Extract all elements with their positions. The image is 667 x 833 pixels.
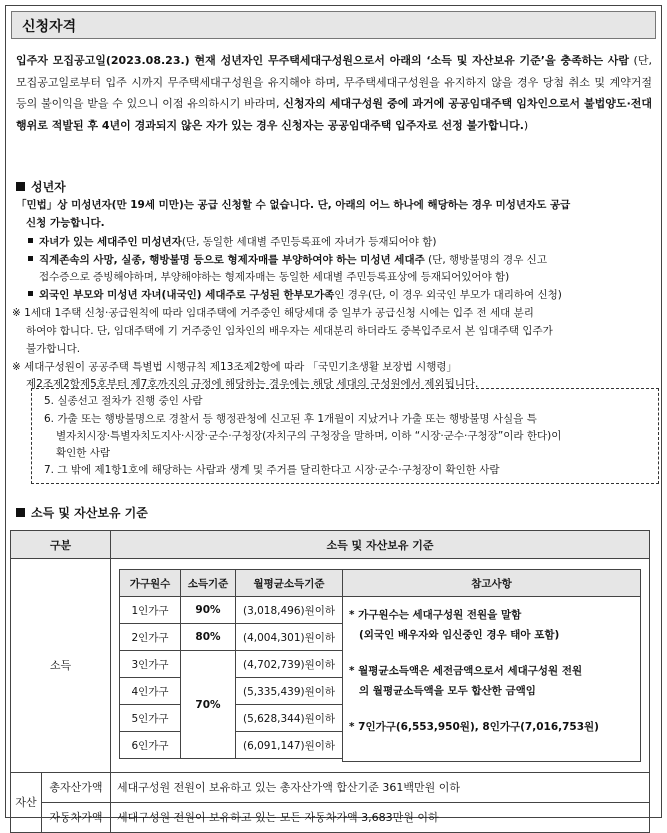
intro-close-paren: ) (523, 118, 529, 132)
note-1-line-3: 불가합니다. (26, 343, 81, 355)
note-large-households: * 7인가구(6,553,950원), 8인가구(7,016,753원) (349, 721, 599, 733)
note-2-line-2: 제2조제2항제5호부터 제7호까지의 규정에 해당하는 경우에는 해당 세대의 구성원에서 제외됩니다. (26, 378, 479, 390)
asset-label-total: 총자산가액 (42, 772, 111, 802)
col-header-criteria: 소득 및 자산보유 기준 (111, 531, 650, 559)
inner-header-ratio: 소득기준 (181, 570, 236, 597)
bullet-2-rest: (단, 행방불명의 경우 신고 (424, 254, 547, 266)
bullet-1-rest: (단, 동일한 세대별 주민등록표에 자녀가 등재되어야 함) (181, 236, 437, 248)
monthly-income: (3,018,496)원이하 (236, 597, 343, 624)
note-household: * 가구원수는 세대구성원 전원을 말함 (349, 609, 522, 621)
note-2-line-1: ※ 세대구성원이 공공주택 특별법 시행규칙 제13조제2항에 따라 「국민기초생활 보장법 시행령」 (12, 361, 458, 373)
asset-vehicle-criteria: 세대구성원 전원이 보유하고 있는 모든 자동차가액 3,683만원 이하 (111, 802, 650, 832)
excerpt-item-6-cont2: 확인한 사람 (56, 447, 111, 459)
household-size: 3인가구 (120, 651, 181, 678)
monthly-income: (4,004,301)원이하 (236, 624, 343, 651)
excerpt-box (31, 388, 659, 484)
income-ratio-merged: 70% (181, 651, 236, 759)
section-title-bar (11, 11, 656, 39)
household-size: 6인가구 (120, 732, 181, 759)
asset-label-vehicle: 자동차가액 (42, 802, 111, 832)
square-bullet-icon (28, 256, 33, 261)
excerpt-item-6: 6. 가출 또는 행방불명으로 경찰서 등 행정관청에 신고된 후 1개월이 지났거나 가출 또는 행방불명 사실을 특 (44, 413, 537, 425)
monthly-income: (6,091,147)원이하 (236, 732, 343, 759)
inner-header-monthly: 월평균소득기준 (236, 570, 343, 597)
intro-main-text: 입주자 모집공고일(2023.08.23.) 현재 성년자인 무주택세대구성원으로서 아래의 ‘소득 및 자산보유 기준’을 충족하는 사람 (16, 54, 630, 67)
document-page (5, 5, 662, 824)
bullet-2-bold: 직계존속의 사망, 실종, 행방불명 등으로 형제자매를 부양하여야 하는 미성년 세대주 (39, 254, 425, 266)
monthly-income: (5,335,439)원이하 (236, 678, 343, 705)
household-size: 1인가구 (120, 597, 181, 624)
asset-total-criteria: 세대구성원 전원이 보유하고 있는 총자산가액 합산기준 361백만원 이하 (111, 772, 650, 802)
income-cell (111, 559, 650, 773)
household-size: 4인가구 (120, 678, 181, 705)
minor-heading (16, 178, 66, 195)
income-inner-table (119, 569, 641, 762)
intro-condition-text: (단, 모집공고일로부터 입주 시까지 무주택세대구성원을 유지해야 하며, 무주택세대구성원을 유지하지 않을 경우 당첨 취소 및 계약거절 등의 불이익을 받을 수 있으니 이점 유의하시기 바라며, (16, 54, 652, 110)
excerpt-item-6-cont: 별자치시장·특별자치도지사·시장·군수·구청장(자치구의 구청장을 말하며, 이하 “시장·군수·구청장”이라 한다)이 (56, 430, 562, 442)
minor-heading-text: 성년자 (31, 180, 66, 194)
inner-header-notes: 참고사항 (343, 570, 641, 597)
income-heading (16, 504, 148, 521)
income-heading-text: 소득 및 자산보유 기준 (31, 506, 148, 520)
col-header-category: 구분 (11, 531, 111, 559)
row-label-asset: 자산 (11, 772, 42, 832)
square-bullet-icon (28, 238, 33, 243)
row-label-income: 소득 (11, 559, 111, 773)
section-title: 신청자격 (22, 19, 77, 35)
bullet-1-bold: 자녀가 있는 세대주인 미성년자 (39, 236, 182, 248)
bullet-3-bold: 외국인 부모와 미성년 자녀(내국인) 세대주로 구성된 한부모가족 (39, 289, 335, 301)
monthly-income: (4,702,739)원이하 (236, 651, 343, 678)
minor-bullet-2-cont: 접수증으로 증빙해야하며, 부양해야하는 형제자매는 동일한 세대별 주민등록표상에 등재되어있어야 함) (39, 271, 510, 283)
income-ratio: 80% (181, 624, 236, 651)
inner-header-household: 가구원수 (120, 570, 181, 597)
note-household-cont: (외국인 배우자와 임신중인 경우 태아 포함) (359, 629, 560, 641)
monthly-income: (5,628,344)원이하 (236, 705, 343, 732)
household-size: 2인가구 (120, 624, 181, 651)
income-asset-table (10, 530, 650, 833)
bullet-3-rest: 인 경우(단, 이 경우 외국인 부모가 대리하여 신청) (334, 289, 562, 301)
household-size: 5인가구 (120, 705, 181, 732)
minor-bullet-3 (28, 286, 562, 304)
intro-paragraph (16, 50, 652, 136)
minor-bullet-1 (28, 233, 437, 251)
excerpt-item-7: 7. 그 밖에 제1항1호에 해당하는 사람과 생계 및 주거를 달리한다고 시장·군수·구청장이 확인한 사람 (44, 464, 500, 476)
square-bullet-icon (16, 508, 25, 517)
minor-line-1: 「민법」상 미성년자(만 19세 미만)는 공급 신청할 수 없습니다. 단, 아래의 어느 하나에 해당하는 경우 미성년자도 공급 (16, 199, 571, 211)
note-1-line-2: 하여야 합니다. 단, 임대주택에 기 거주중인 임차인의 배우자는 세대분리 하더라도 중복입주로서 본 임대주택 입주가 (26, 325, 553, 337)
intro-restriction-text: 신청자의 세대구성원 중에 과거에 공공임대주택 임차인으로서 불법양도·전대 행위로 적발된 후 4년이 경과되지 않은 자가 있는 경우 신청자는 공공임대주택 입주자로 선정 불가합니다. (16, 97, 652, 132)
excerpt-item-5: 5. 실종선고 절차가 진행 중인 사람 (44, 395, 203, 407)
note-1-line-1: ※ 1세대 1주택 신청·공급원칙에 따라 임대주택에 거주중인 해당세대 중 일부가 공급신청 시에는 입주 전 세대 분리 (12, 307, 534, 319)
minor-line-2: 신청 가능합니다. (26, 217, 105, 229)
square-bullet-icon (28, 291, 33, 296)
notes-cell (343, 597, 641, 762)
note-monthly: * 월평균소득액은 세전금액으로서 세대구성원 전원 (349, 665, 583, 677)
minor-bullet-2 (28, 251, 547, 269)
note-monthly-cont: 의 월평균소득액을 모두 합산한 금액임 (359, 685, 536, 697)
income-ratio: 90% (181, 597, 236, 624)
square-bullet-icon (16, 182, 25, 191)
